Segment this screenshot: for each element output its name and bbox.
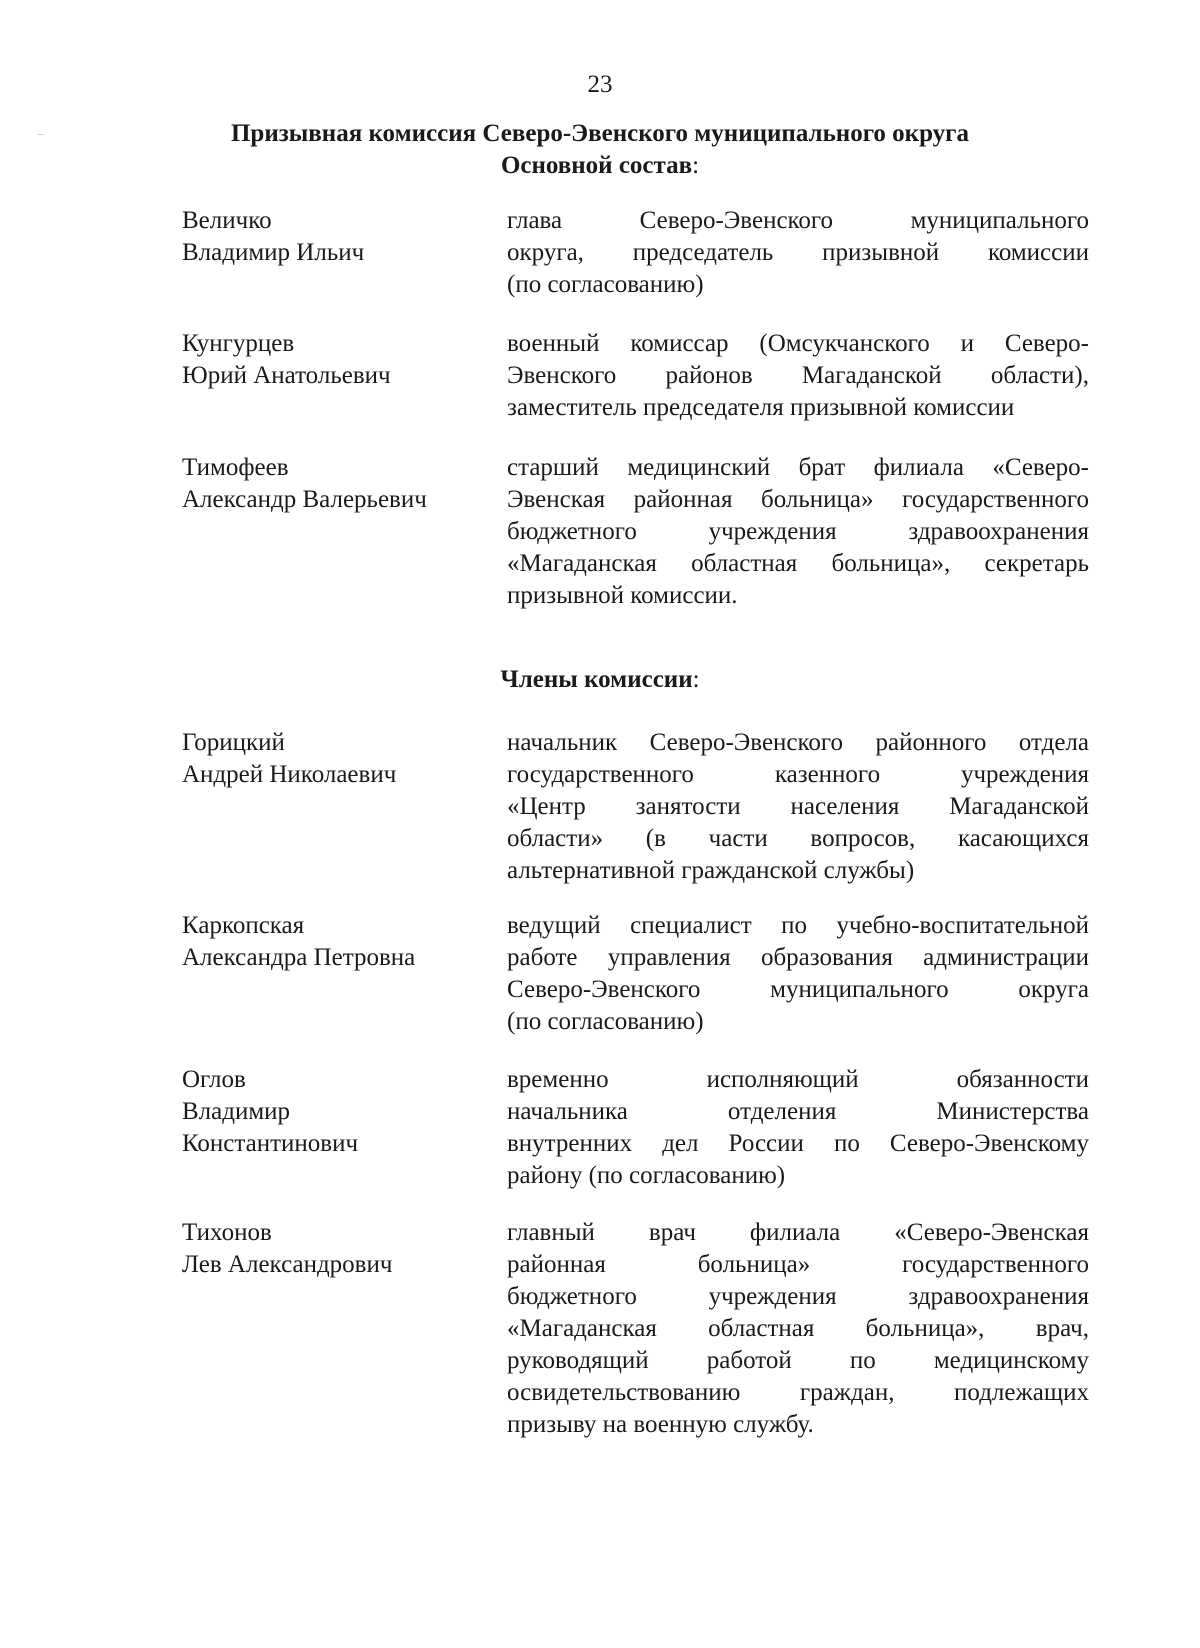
name-line: Каркопская bbox=[182, 912, 305, 939]
member-description bbox=[507, 1217, 1089, 1441]
name-line: Юрий Анатольевич bbox=[182, 362, 391, 389]
name-line: Тихонов bbox=[182, 1219, 272, 1246]
description-line: «Магаданская областная больница», врач, bbox=[507, 1315, 1089, 1342]
member-name bbox=[182, 328, 482, 392]
name-line: Величко bbox=[182, 207, 272, 234]
description-line: начальник Северо-Эвенского районного отдела bbox=[507, 729, 1089, 756]
member-description bbox=[507, 910, 1089, 1038]
description-line: заместитель председателя призывной комиссии bbox=[507, 394, 1015, 421]
description-line: альтернативной гражданской службы) bbox=[507, 857, 915, 884]
description-line: «Магаданская областная больница», секретарь bbox=[507, 550, 1089, 577]
member-name bbox=[182, 452, 482, 516]
description-line: работе управления образования администрации bbox=[507, 944, 1089, 971]
member-description bbox=[507, 452, 1089, 612]
member-description bbox=[507, 328, 1089, 424]
document-title bbox=[0, 118, 1200, 182]
name-line: Владимир Ильич bbox=[182, 239, 365, 266]
member-name bbox=[182, 1217, 482, 1281]
description-line: округа, председатель призывной комиссии bbox=[507, 239, 1089, 266]
page-number: 23 bbox=[587, 71, 613, 98]
member-name bbox=[182, 727, 482, 791]
description-line: бюджетного учреждения здравоохранения bbox=[507, 518, 1089, 545]
description-line: призывной комиссии. bbox=[507, 582, 738, 609]
title-line-2-colon: : bbox=[692, 152, 700, 179]
description-line: Эвенского районов Магаданской области), bbox=[507, 362, 1089, 389]
name-line: Владимир bbox=[182, 1098, 291, 1125]
description-line: государственного казенного учреждения bbox=[507, 761, 1089, 788]
description-line: ведущий специалист по учебно-воспитательной bbox=[507, 912, 1089, 939]
description-line: (по согласованию) bbox=[507, 1008, 704, 1035]
name-line: Кунгурцев bbox=[182, 330, 295, 357]
name-line: Горицкий bbox=[182, 729, 285, 756]
description-line: временно исполняющий обязанности bbox=[507, 1066, 1089, 1093]
description-line: (по согласованию) bbox=[507, 271, 704, 298]
description-line: «Центр занятости населения Магаданской bbox=[507, 793, 1089, 820]
title-line-1: Призывная комиссия Северо-Эвенского муниципального округа bbox=[230, 120, 970, 147]
member-name bbox=[182, 205, 482, 269]
description-line: начальника отделения Министерства bbox=[507, 1098, 1089, 1125]
name-line: Оглов bbox=[182, 1066, 246, 1093]
description-line: внутренних дел России по Северо-Эвенскому bbox=[507, 1130, 1089, 1157]
description-line: области» (в части вопросов, касающихся bbox=[507, 825, 1089, 852]
name-line: Тимофеев bbox=[182, 454, 289, 481]
member-description bbox=[507, 1064, 1089, 1192]
name-line: Константинович bbox=[182, 1130, 359, 1157]
member-name bbox=[182, 1064, 482, 1160]
description-line: глава Северо-Эвенского муниципального bbox=[507, 207, 1089, 234]
description-line: Эвенская районная больница» государственного bbox=[507, 486, 1089, 513]
member-description bbox=[507, 205, 1089, 301]
description-line: военный комиссар (Омсукчанского и Северо- bbox=[507, 330, 1089, 357]
title-line-2 bbox=[0, 150, 1200, 182]
members-heading bbox=[0, 664, 1200, 696]
name-line: Андрей Николаевич bbox=[182, 761, 397, 788]
description-line: призыву на военную службу. bbox=[507, 1411, 814, 1438]
description-line: бюджетного учреждения здравоохранения bbox=[507, 1283, 1089, 1310]
members-heading-colon: : bbox=[692, 666, 700, 693]
name-line: Лев Александрович bbox=[182, 1251, 393, 1278]
description-line: Северо-Эвенского муниципального округа bbox=[507, 976, 1089, 1003]
description-line: руководящий работой по медицинскому bbox=[507, 1347, 1089, 1374]
title-line-2-text: Основной состав bbox=[500, 152, 693, 179]
member-description bbox=[507, 727, 1089, 887]
description-line: старший медицинский брат филиала «Северо- bbox=[507, 454, 1089, 481]
description-line: главный врач филиала «Северо-Эвенская bbox=[507, 1219, 1089, 1246]
description-line: освидетельствованию граждан, подлежащих bbox=[507, 1379, 1089, 1406]
description-line: районная больница» государственного bbox=[507, 1251, 1089, 1278]
members-heading-text: Члены комиссии bbox=[500, 666, 693, 693]
member-name bbox=[182, 910, 482, 974]
name-line: Александр Валерьевич bbox=[182, 486, 427, 513]
name-line: Александра Петровна bbox=[182, 944, 416, 971]
description-line: району (по согласованию) bbox=[507, 1162, 786, 1189]
